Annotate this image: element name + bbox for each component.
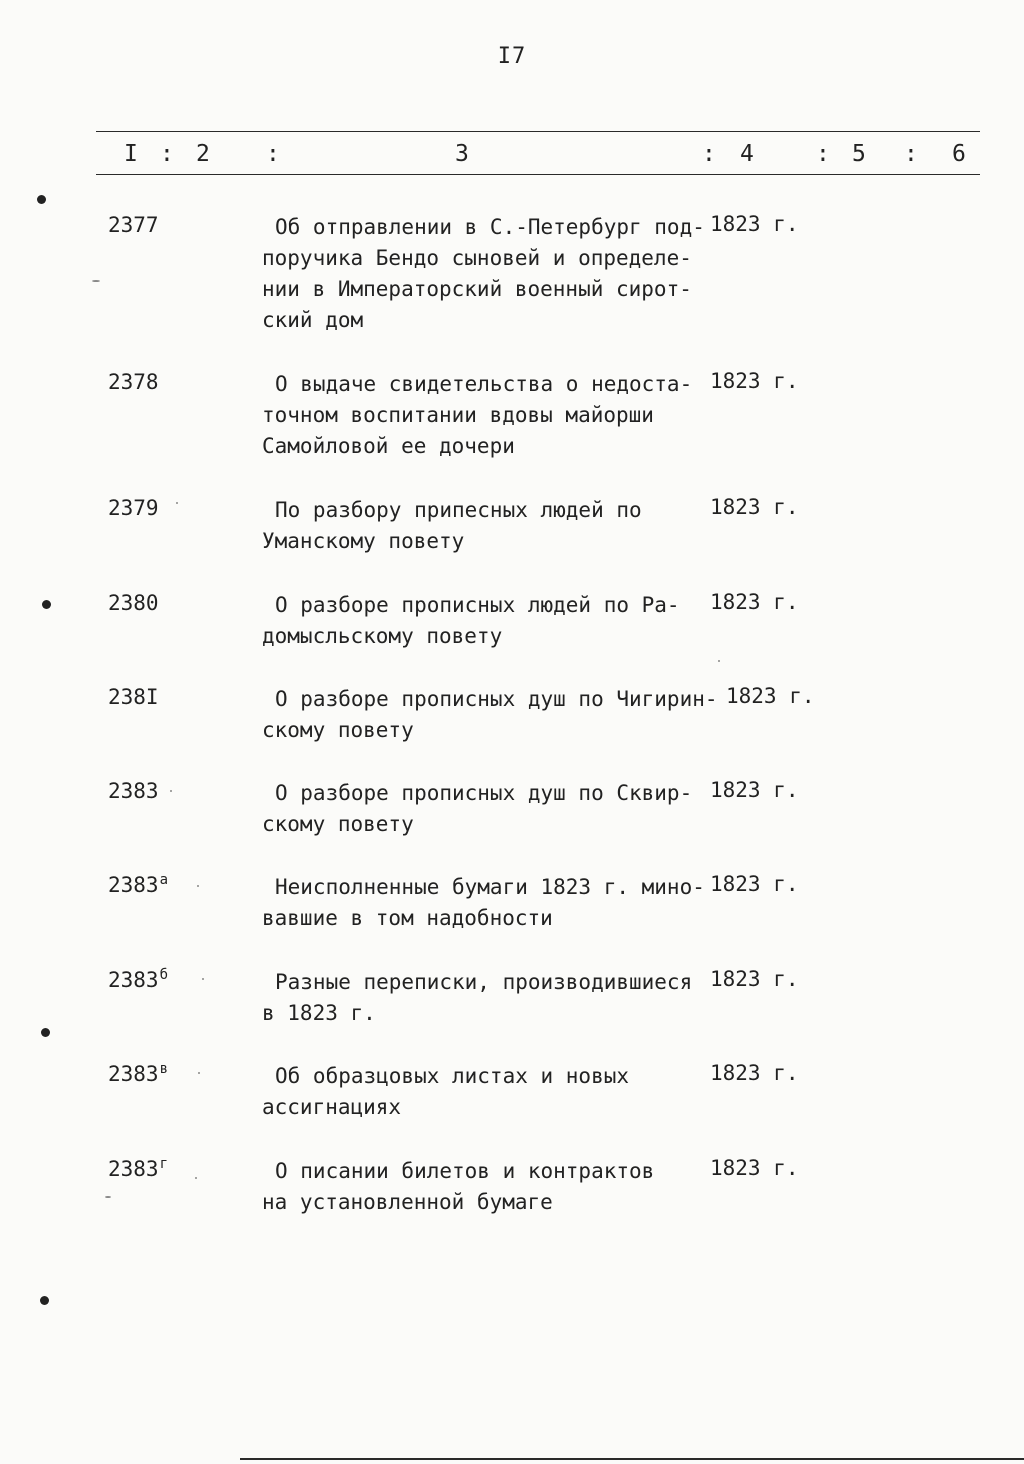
entry-year: 1823 г. [710, 1156, 799, 1180]
entry-year: 1823 г. [710, 967, 799, 991]
entry-title: Об образцовых листах и новых ассигнациях [262, 1064, 630, 1119]
entry-year: 1823 г. [710, 369, 799, 393]
binding-hole-mark [41, 1028, 50, 1037]
col2-label: 2 [196, 141, 210, 167]
col-separator: : [160, 141, 174, 167]
entry-title: По разбору припесных людей по Уманскому повету [262, 498, 642, 553]
entry-number: 2377 [108, 213, 159, 237]
scan-speck [202, 978, 204, 980]
col6-label: 6 [952, 141, 966, 167]
entry-number: $2383^г$ [108, 1156, 169, 1181]
entry-number: $2383^а$ [108, 872, 169, 897]
entry-number: 2383 [108, 779, 159, 803]
page-number: I7 [497, 44, 527, 69]
scan-speck [176, 502, 178, 504]
entry-year: 1823 г. [710, 495, 799, 519]
col1-label: I [124, 141, 138, 167]
col5-label: 5 [852, 141, 866, 167]
scan-speck [195, 1177, 197, 1179]
scan-speck [718, 660, 720, 662]
entry-number: 238I [108, 685, 159, 709]
col3-label: 3 [455, 141, 469, 167]
entry-year: 1823 г. [710, 1061, 799, 1085]
entry-number: 2380 [108, 591, 159, 615]
col4-label: 4 [740, 141, 754, 167]
entry-title: О писании билетов и контрактов на установленной бумаге [262, 1159, 655, 1214]
entry-title: О разборе прописных душ по Чигирин- скому повету [262, 687, 718, 742]
entry-title: Об отправлении в С.-Петербург под- поручика Бендо сыновей и определе- нии в Императорский военный сирот- ский дом [262, 215, 705, 332]
binding-hole-mark [40, 1296, 49, 1305]
col-separator: : [904, 141, 918, 167]
scan-speck [92, 280, 100, 282]
binding-hole-mark [37, 195, 46, 204]
entry-number: 2379 [108, 496, 159, 520]
column-header [0, 141, 1024, 171]
entry-year: 1823 г. [710, 590, 799, 614]
entry-number: 2378 [108, 370, 159, 394]
entry-year: 1823 г. [710, 872, 799, 896]
header-top-rule [96, 131, 980, 132]
col-separator: : [816, 141, 830, 167]
col-separator: : [702, 141, 716, 167]
scan-speck [105, 1196, 111, 1198]
scan-speck [197, 885, 199, 887]
entry-number: $2383^в$ [108, 1061, 169, 1086]
entry-title: О разборе прописных людей по Ра- домысльскому повету [262, 593, 680, 648]
entry-number: $2383^б$ [108, 967, 169, 992]
entry-year: 1823 г. [710, 778, 799, 802]
header-bottom-rule [96, 174, 980, 175]
entry-title: О разборе прописных душ по Сквир- скому повету [262, 781, 693, 836]
col-separator: : [266, 141, 280, 167]
footer-rule [240, 1458, 1024, 1460]
scan-speck [198, 1072, 200, 1074]
entry-year: 1823 г. [726, 684, 815, 708]
entry-title: Неисполненные бумаги 1823 г. мино- вавшие в том надобности [262, 875, 705, 930]
entry-title: Разные переписки, производившиеся в 1823 г. [262, 970, 693, 1025]
entry-title: О выдаче свидетельства о недоста- точном воспитании вдовы майорши Самойловой ее дочери [262, 372, 693, 458]
entry-year: 1823 г. [710, 212, 799, 236]
scan-speck [170, 790, 172, 792]
binding-hole-mark [42, 600, 51, 609]
